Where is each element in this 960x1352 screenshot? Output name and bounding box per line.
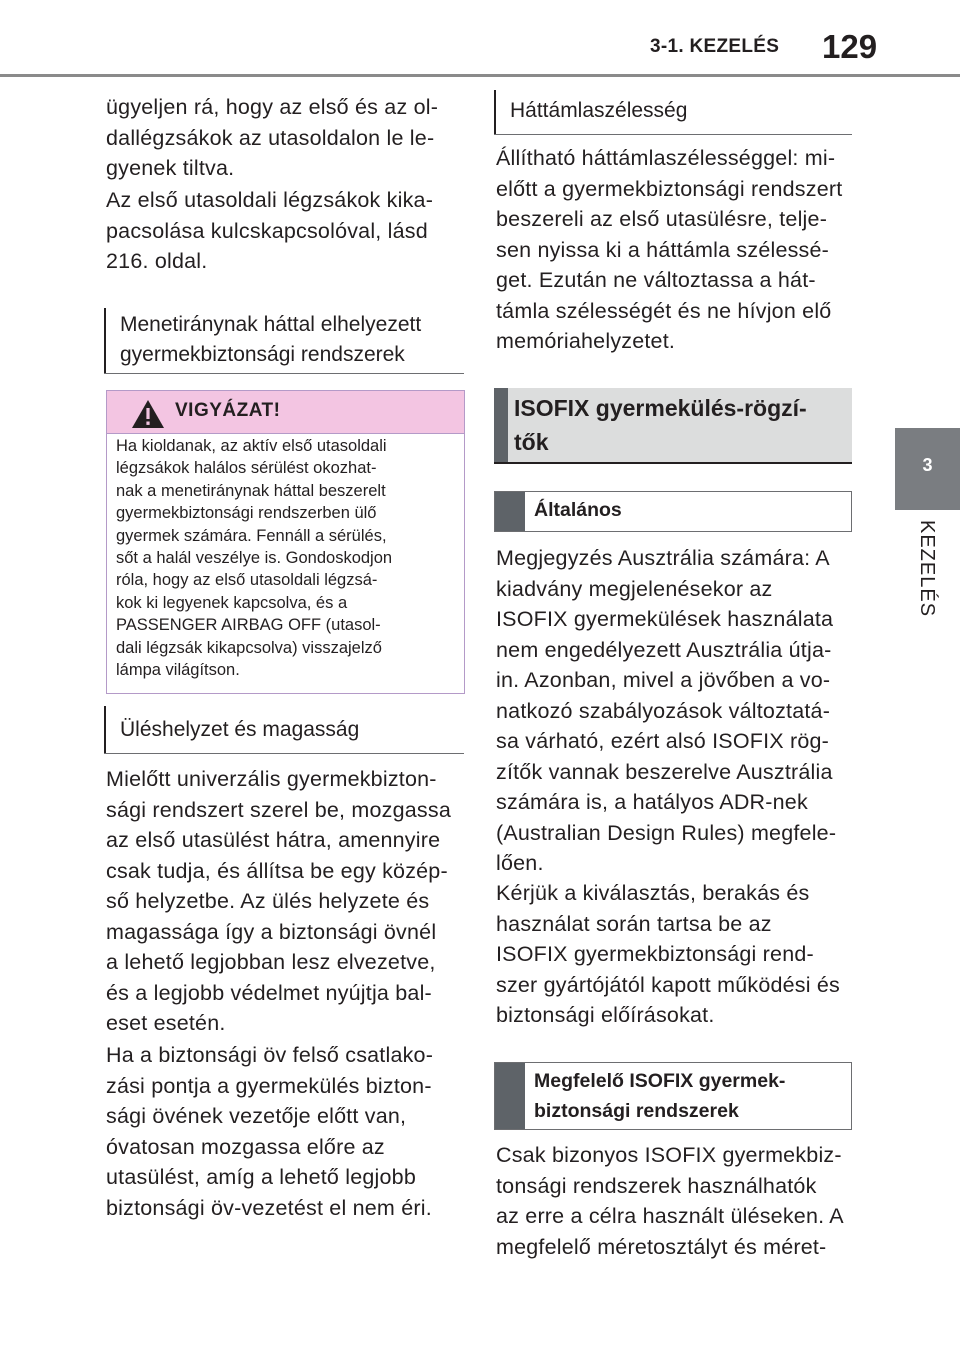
heading-accent-bar	[494, 388, 508, 464]
left-paragraph-2: Az első utasoldali légzsákok kika- pacsolása kulcskapcsolóval, lásd 216. oldal.	[106, 188, 434, 273]
subheading-accent-bar	[495, 1063, 525, 1129]
page-number: 129	[822, 28, 878, 65]
chapter-number: 3	[922, 455, 933, 475]
chapter-label: KEZELÉS	[916, 520, 938, 618]
warning-box	[106, 390, 465, 694]
header-divider	[0, 74, 960, 77]
subheading-rule	[104, 753, 464, 754]
subheading-suitable-isofix: Megfelelő ISOFIX gyermek- biztonsági rendszerek	[494, 1062, 852, 1130]
subheading-backrest-width: Háttámlaszélesség	[494, 90, 496, 135]
warning-header	[107, 391, 464, 433]
right-paragraph-2: Megjegyzés Ausztrália számára: A kiadvány megjelenésekor az ISOFIX gyermekülések használata nem engedélyezett Ausztrália útja- in. Azonban, mivel a jövőben a vo- natkozó szabályozások változtatá- sa várható, ezért alsó ISOFIX rög- zítők vannak beszerelve Ausztrália számára is, a hatályos ADR-nek (Australian Design Rules) megfele- lően.	[496, 546, 837, 875]
section-heading-text: ISOFIX gyermekülés-rögzí- tők	[514, 395, 807, 455]
subheading-rear-facing: Menetiránynak háttal elhelyezett gyermekbiztonsági rendszerek	[104, 308, 106, 374]
subheading-general: Általános	[494, 491, 852, 532]
running-header-section: 3-1. KEZELÉS	[650, 36, 780, 57]
warning-title: VIGYÁZAT!	[175, 400, 281, 421]
right-paragraph-3: Kérjük a kiválasztás, berakás és használat során tartsa be az ISOFIX gyermekbiztonsági rend- szer gyártójától kapott működési és biztonsági előírásokat.	[496, 881, 840, 1027]
subheading-rule	[104, 373, 464, 374]
right-paragraph-4: Csak bizonyos ISOFIX gyermekbiz- tonsági rendszerek használhatók az erre a célra használt üléseken. A megfelelő méretosztályt és méret-	[496, 1143, 844, 1259]
left-paragraph-4: Ha a biztonsági öv felső csatlako- zási pontja a gyermekülés bizton- sági övének vezetője előtt van, óvatosan mozgassa előre az utasülést, amíg a lehető legjobb biztonsági öv-vezetést el nem éri.	[106, 1043, 434, 1220]
warning-divider	[107, 433, 464, 434]
right-paragraph-1: Állítható háttámlaszélességgel: mi- előtt a gyermekbiztonsági rendszert beszereli az első utasülésre, telje- sen nyissa ki a háttámla szélessé- get. Ezután ne változtassa a hát- támla szélességét és ne hívjon elő memóriahelyzetet.	[496, 146, 843, 353]
subheading-seat-position: Üléshelyzet és magasság	[104, 706, 106, 754]
warning-triangle-icon	[131, 399, 165, 429]
heading-rule	[494, 462, 852, 464]
subheading-accent-bar	[495, 492, 525, 531]
subheading-rule	[494, 134, 852, 135]
warning-text: Ha kioldanak, az aktív első utasoldali légzsákok halálos sérülést okozhat- nak a menetiránynak háttal beszerelt gyermekbiztonsági rendszerben ülő gyermek számára. Fennáll a sérülés, sőt a halál veszélye is. Gondoskodjon róla, hogy az első utasoldali légzsá- kok ki legyenek kapcsolva, és a PASSENGER AIRBAG OFF (utasol- dali légzsák kikapcsolva) visszajelző lámpa világítson.	[116, 437, 393, 680]
chapter-tab	[895, 428, 960, 510]
section-heading-isofix	[494, 388, 852, 464]
left-paragraph-1: ügyeljen rá, hogy az első és az ol- dallégzsákok az utasoldalon le le- gyenek tiltva.	[106, 95, 439, 180]
left-paragraph-3: Mielőtt univerzális gyermekbizton- sági rendszert szerel be, mozgassa az első utasülést hátra, amennyire csak tudja, és állítsa be egy közép- ső helyzetbe. Az ülés helyzete és magassága így a biztonsági övnél a lehető legjobban lesz elvezetve, és a legjobb védelmet nyújtja bal- eset esetén.	[106, 767, 451, 1035]
